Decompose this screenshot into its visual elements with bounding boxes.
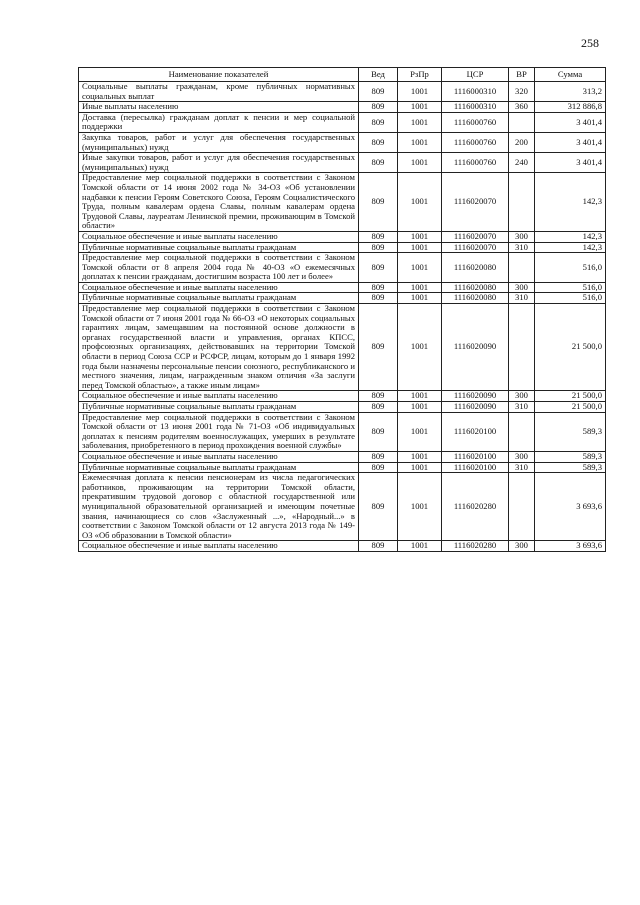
row-rzpr: 1001 — [398, 462, 442, 473]
row-name: Публичные нормативные социальные выплаты гражданам — [79, 242, 359, 253]
row-rzpr: 1001 — [398, 173, 442, 232]
row-rzpr: 1001 — [398, 132, 442, 152]
row-sum: 21 500,0 — [535, 391, 606, 402]
header-ved: Вед — [359, 68, 398, 82]
row-ved: 809 — [359, 253, 398, 283]
row-name: Публичные нормативные социальные выплаты гражданам — [79, 402, 359, 413]
budget-table-container — [78, 67, 605, 552]
row-ved: 809 — [359, 451, 398, 462]
row-name: Публичные нормативные социальные выплаты гражданам — [79, 293, 359, 304]
row-name: Иные выплаты населению — [79, 102, 359, 113]
row-csr: 1116020100 — [442, 412, 509, 451]
row-vr: 310 — [509, 402, 535, 413]
table-row — [79, 293, 606, 304]
row-sum: 3 401,4 — [535, 132, 606, 152]
table-header-row — [79, 68, 606, 82]
row-ved: 809 — [359, 412, 398, 451]
table-row — [79, 82, 606, 102]
row-ved: 809 — [359, 541, 398, 552]
row-vr — [509, 253, 535, 283]
row-sum: 589,3 — [535, 451, 606, 462]
row-vr: 300 — [509, 451, 535, 462]
row-name: Социальное обеспечение и иные выплаты населению — [79, 541, 359, 552]
row-rzpr: 1001 — [398, 82, 442, 102]
row-rzpr: 1001 — [398, 102, 442, 113]
row-rzpr: 1001 — [398, 153, 442, 173]
row-rzpr: 1001 — [398, 473, 442, 541]
row-csr: 1116000760 — [442, 153, 509, 173]
row-ved: 809 — [359, 112, 398, 132]
row-sum: 313,2 — [535, 82, 606, 102]
row-sum: 142,3 — [535, 242, 606, 253]
row-ved: 809 — [359, 473, 398, 541]
header-vr: ВР — [509, 68, 535, 82]
header-csr: ЦСР — [442, 68, 509, 82]
row-rzpr: 1001 — [398, 412, 442, 451]
row-ved: 809 — [359, 132, 398, 152]
row-vr: 300 — [509, 282, 535, 293]
row-ved: 809 — [359, 304, 398, 391]
row-vr: 310 — [509, 293, 535, 304]
row-ved: 809 — [359, 391, 398, 402]
table-row — [79, 153, 606, 173]
row-name: Ежемесячная доплата к пенсии пенсионерам из числа педагогических работников, проживающим на территории Томской области, прекратившим трудовой договор с областной государственной или муниципальной образовательной организацией и имеющим почетные звания, начинающиеся со слов «Заслуженный ...», «Народный...» в соответствии с Законом Томской области от 12 августа 2013 года № 149-ОЗ «Об образовании в Томской области» — [79, 473, 359, 541]
row-sum: 312 886,8 — [535, 102, 606, 113]
row-csr: 1116020080 — [442, 253, 509, 283]
row-sum: 3 693,6 — [535, 473, 606, 541]
row-ved: 809 — [359, 82, 398, 102]
table-row — [79, 473, 606, 541]
budget-table — [78, 67, 606, 552]
row-name: Предоставление мер социальной поддержки в соответствии с Законом Томской области от 8 апреля 2004 года № 40-ОЗ «О ежемесячных доплатах к пенсии гражданам, достигшим возраста 100 лет и более» — [79, 253, 359, 283]
row-vr: 200 — [509, 132, 535, 152]
row-rzpr: 1001 — [398, 242, 442, 253]
row-rzpr: 1001 — [398, 451, 442, 462]
table-row — [79, 242, 606, 253]
row-csr: 1116020070 — [442, 173, 509, 232]
row-vr: 300 — [509, 391, 535, 402]
row-sum: 21 500,0 — [535, 304, 606, 391]
table-row — [79, 541, 606, 552]
table-row — [79, 173, 606, 232]
row-vr — [509, 473, 535, 541]
row-sum: 516,0 — [535, 282, 606, 293]
table-row — [79, 231, 606, 242]
row-sum: 3 401,4 — [535, 153, 606, 173]
row-name: Доставка (пересылка) гражданам доплат к пенсии и мер социальной поддержки — [79, 112, 359, 132]
row-rzpr: 1001 — [398, 402, 442, 413]
table-row — [79, 412, 606, 451]
row-rzpr: 1001 — [398, 541, 442, 552]
row-csr: 1116020100 — [442, 451, 509, 462]
row-csr: 1116020280 — [442, 541, 509, 552]
row-csr: 1116000310 — [442, 82, 509, 102]
table-row — [79, 282, 606, 293]
table-row — [79, 462, 606, 473]
row-name: Иные закупки товаров, работ и услуг для обеспечения государственных (муниципальных) нужд — [79, 153, 359, 173]
row-sum: 3 401,4 — [535, 112, 606, 132]
table-row — [79, 391, 606, 402]
header-rzpr: РзПр — [398, 68, 442, 82]
row-vr: 240 — [509, 153, 535, 173]
row-name: Предоставление мер социальной поддержки в соответствии с Законом Томской области от 13 июня 2001 года № 71-ОЗ «Об индивидуальных доплатах к пенсиям родителям военнослужащих, умерших в результате заболевания, приобретенного в период прохождения военной службы» — [79, 412, 359, 451]
row-sum: 142,3 — [535, 231, 606, 242]
row-csr: 1116020100 — [442, 462, 509, 473]
table-body — [79, 82, 606, 552]
row-vr: 320 — [509, 82, 535, 102]
table-row — [79, 253, 606, 283]
row-ved: 809 — [359, 402, 398, 413]
row-vr: 310 — [509, 242, 535, 253]
row-vr — [509, 173, 535, 232]
row-csr: 1116020090 — [442, 402, 509, 413]
row-name: Публичные нормативные социальные выплаты гражданам — [79, 462, 359, 473]
row-name: Социальное обеспечение и иные выплаты населению — [79, 391, 359, 402]
row-ved: 809 — [359, 242, 398, 253]
row-name: Предоставление мер социальной поддержки в соответствии с Законом Томской области от 14 июня 2002 года № 34-ОЗ «Об установлении надбавки к пенсии Героям Советского Союза, Героям Социалистического Труда, полным кавалерам ордена Славы, полным кавалерам ордена Трудовой Славы, лауреатам Ленинской премии, проживающим в Томской области» — [79, 173, 359, 232]
row-vr: 300 — [509, 231, 535, 242]
row-sum: 516,0 — [535, 293, 606, 304]
row-csr: 1116020070 — [442, 231, 509, 242]
row-rzpr: 1001 — [398, 391, 442, 402]
row-rzpr: 1001 — [398, 304, 442, 391]
row-ved: 809 — [359, 173, 398, 232]
row-rzpr: 1001 — [398, 282, 442, 293]
row-sum: 516,0 — [535, 253, 606, 283]
page-number: 258 — [581, 36, 599, 50]
row-ved: 809 — [359, 153, 398, 173]
row-csr: 1116020070 — [442, 242, 509, 253]
table-row — [79, 102, 606, 113]
table-row — [79, 402, 606, 413]
row-csr: 1116000760 — [442, 112, 509, 132]
row-rzpr: 1001 — [398, 231, 442, 242]
table-row — [79, 304, 606, 391]
row-rzpr: 1001 — [398, 293, 442, 304]
row-csr: 1116020080 — [442, 282, 509, 293]
row-vr — [509, 304, 535, 391]
row-rzpr: 1001 — [398, 253, 442, 283]
row-ved: 809 — [359, 462, 398, 473]
row-name: Социальное обеспечение и иные выплаты населению — [79, 231, 359, 242]
row-vr: 300 — [509, 541, 535, 552]
row-csr: 1116020280 — [442, 473, 509, 541]
row-name: Социальное обеспечение и иные выплаты населению — [79, 282, 359, 293]
header-name: Наименование показателей — [79, 68, 359, 82]
row-sum: 142,3 — [535, 173, 606, 232]
table-row — [79, 132, 606, 152]
row-ved: 809 — [359, 102, 398, 113]
row-rzpr: 1001 — [398, 112, 442, 132]
row-vr — [509, 112, 535, 132]
row-csr: 1116020090 — [442, 391, 509, 402]
row-sum: 589,3 — [535, 412, 606, 451]
row-csr: 1116020090 — [442, 304, 509, 391]
row-ved: 809 — [359, 231, 398, 242]
row-vr — [509, 412, 535, 451]
row-sum: 3 693,6 — [535, 541, 606, 552]
row-ved: 809 — [359, 282, 398, 293]
row-ved: 809 — [359, 293, 398, 304]
row-name: Закупка товаров, работ и услуг для обеспечения государственных (муниципальных) нужд — [79, 132, 359, 152]
table-row — [79, 112, 606, 132]
row-csr: 1116020080 — [442, 293, 509, 304]
row-name: Предоставление мер социальной поддержки в соответствии с Законом Томской области от 7 июня 2001 года № 66-ОЗ «О некоторых социальных гарантиях лицам, замещавшим на постоянной основе должности в органах государственной власти и управления, органах КПСС, профсоюзных организациях, действовавших на территории Томской области в период Союза ССР и РСФСР, лицам, которым до 1 января 1992 года были назначены персональные пенсии союзного, республиканского и местного значения, лицам, награжденным знаком отличия «За заслуги перед Томской областью», а также иным лицам» — [79, 304, 359, 391]
table-row — [79, 451, 606, 462]
row-sum: 21 500,0 — [535, 402, 606, 413]
header-sum: Сумма — [535, 68, 606, 82]
row-sum: 589,3 — [535, 462, 606, 473]
row-csr: 1116000310 — [442, 102, 509, 113]
row-name: Социальное обеспечение и иные выплаты населению — [79, 451, 359, 462]
row-vr: 360 — [509, 102, 535, 113]
row-vr: 310 — [509, 462, 535, 473]
row-csr: 1116000760 — [442, 132, 509, 152]
row-name: Социальные выплаты гражданам, кроме публичных нормативных социальных выплат — [79, 82, 359, 102]
